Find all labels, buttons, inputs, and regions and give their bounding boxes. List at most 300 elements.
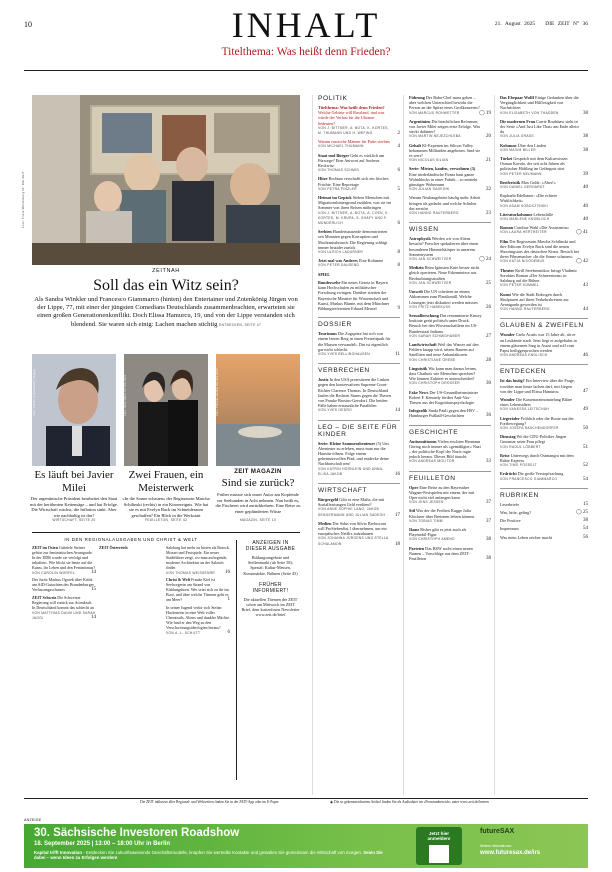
toc-column-wirtschaft — [409, 95, 491, 795]
toc-entry-title: Das Ebepaar Wolff — [500, 95, 535, 100]
toc-entry-text: Das BSW sucht einen neuen Namen – Vorschläge aus dem ZEIT-Feuilleton — [409, 545, 473, 562]
toc-entry-author: VON ELISABETH VON THADDEN — [500, 110, 559, 115]
toc-entry[interactable] — [409, 313, 491, 339]
toc-entry-author: VON HANNO RAUTERBERG — [409, 211, 459, 216]
toc-entry-text: Einige Gedanken über die Vergänglichkeit und Hilflosigkeit von Nachrichten — [500, 95, 579, 111]
toc-entry[interactable] — [500, 95, 588, 116]
lead-section: ZEITNAH — [152, 268, 180, 274]
toc-entry-author: VON JULIAN SADEGHI — [409, 187, 450, 192]
header-divider — [24, 70, 588, 71]
toc-entry-author: VON THOMAS SCHMID — [318, 168, 360, 173]
lead-teaser: Als Sandra Winkler und Francesco Giammarco (hinten) den Entertainer und Zotenkönig Jürgen von der Lippe, 77, mit einer der jüngsten Comedians Deutschlands zusammenbrachten, erwarteten sie einen großen Generationenkonflikt. Doch Elissa Hamurcu, 19, und von der Lippe verstanden sich blendend. Sie waren sich einig: Lachen machen süchtig ENTDECKEN, SEITE 47 — [34, 296, 298, 328]
toc-entry-author: VON MARCUS ROHWETTER — [409, 110, 460, 115]
toc-entry[interactable] — [409, 236, 491, 262]
toc-entry-author: VON SARAH SCHMIDHUBER — [409, 333, 461, 338]
regional-heading: IN DEN REGIONALAUSGABEN UND CHRIST & WELT — [64, 537, 198, 542]
toc-entry[interactable] — [409, 289, 491, 310]
toc-entry[interactable] — [500, 518, 588, 523]
regional-item[interactable]: Christ & Welt Frauke Kiel ist Seelsorgerin am Strand von Kühlungsborn. Wer setzt sich zu ihr ins Boot, und über welche Themen geht es am Meer? 1 — [166, 577, 230, 603]
toc-entry-author: VON KATJA NICODEMUS — [500, 259, 545, 264]
toc-entry-author: VON PETRA PINZLER — [318, 186, 357, 191]
toc-entry[interactable] — [500, 535, 588, 540]
page-ref: 50 — [583, 425, 588, 431]
toc-entry-author: VON KATRIN HÖRNLEIN UND ANNA-ELISA JAKOB — [318, 466, 384, 476]
page-ref: 4 — [397, 144, 400, 150]
footer-audio-note: ◉ Die so gekennzeichneten Artikel finden Sie als Audiodatei im »Premiumbereich« unter www.zeit.de/hoeren — [330, 800, 489, 804]
toc-entry[interactable] — [500, 397, 588, 413]
section-heading: WIRTSCHAFT — [318, 483, 400, 494]
page-ref: 21 — [486, 158, 491, 164]
toc-entry[interactable] — [409, 143, 491, 164]
toc-entry-title: Landwirtschaft — [409, 341, 437, 347]
toc-entry-title: Tourismus — [318, 331, 337, 337]
qr-code-icon — [429, 845, 449, 863]
toc-entry-text: Die beachtlichen Reformen von Javier Milei zeigen erste Erfolge. Was steckt dahinter? — [409, 118, 481, 135]
page-ref: 8 — [397, 263, 400, 269]
cover-topic: Titelthema: Was heißt denn Frieden? — [221, 46, 391, 58]
section-heading: FEUILLETON — [409, 471, 491, 482]
toc-entry[interactable] — [500, 434, 588, 450]
issue-number: DIE ZEIT N° 36 — [545, 21, 588, 27]
teaser-body: Der argentinische Präsident bearbeitet den Staat mit der berühmten Kettensäge – und hat Erfolge. Die Wirtschaft wächst, die Inflation sinkt. Aber wie nachhaltig ist das? — [30, 496, 118, 518]
issue-date: 21. August 2025 — [494, 21, 536, 27]
section-heading: VERBRECHEN — [318, 363, 400, 374]
toc-entry[interactable] — [500, 471, 588, 481]
toc-entry[interactable] — [500, 292, 588, 313]
toc-entry-text: Bisher gibt es jetzt auch als Playmobil-Figur — [409, 527, 467, 538]
page-ref: ◯ 25 — [576, 509, 588, 515]
toc-entry-title: Serbien — [318, 229, 332, 235]
toc-entry-text: Eine Kolumne — [358, 258, 384, 264]
toc-entry-title: Umwelt — [409, 289, 423, 295]
ad-date: 18. September 2025 | 13:00 – 18:00 Uhr in Berlin — [34, 841, 171, 847]
toc-entry-text: Was der die Freiheit Kugge Julia Klöckner über Bretonen lehren können — [409, 508, 475, 519]
toc-entry-text: Die Zugspitze hat sich von einem leeren Berg in einen Freizeitpark für die Massen verwandelt. Das ist eigentlich gar nicht schlecht — [318, 331, 391, 352]
toc-entry[interactable] — [500, 510, 588, 515]
toc-entry-author: VON TIMO POSSELT — [500, 463, 537, 468]
toc-entry-author: VON CHRISTIANE GREBE — [409, 357, 456, 362]
toc-entry-text: Das renommierte Kinsey Institute gerät politisch unter Druck. Besuch bei den Wissenschaftlern im US-Bundesstaat Indiana — [409, 312, 482, 334]
toc-entry-author: VON ULRICH LADURNER — [318, 250, 364, 255]
page-ref: 2 — [397, 131, 400, 137]
section-heading: LEO – DIE SEITE FÜR KINDER — [318, 420, 400, 438]
toc-entry-text: KI-Experten im Silicon Valley bekommen Milliarden angeboten. Sind sie es wert? — [409, 142, 481, 159]
page-ref: 38 — [486, 556, 491, 562]
page-title: INHALT — [231, 5, 381, 45]
toc-entry-title: Ist das lustig? — [500, 378, 525, 384]
toc-entry-text: Eine niederländische Firma baut ganze Wohnblocks in einer Fabrik – so entsteht günstiger Wohnraum — [409, 171, 478, 188]
lead-headline[interactable]: Soll das ein Witz sein? — [93, 277, 239, 294]
teaser-reference[interactable]: WIRTSCHAFT, SEITE 20 — [52, 518, 96, 522]
page-ref: 9 — [397, 305, 400, 311]
toc-entry-text: Eine Reise zu den Bayreuther Wagner-Festspielen mit einem, der mit Oper nicht viel anfangen kann — [409, 484, 475, 500]
toc-entry-text: Max Goldt: »Aber!« — [521, 179, 556, 185]
regional-item[interactable]: In seiner Jugend verlor sich Stefan Hackenrein in eine Welt voller Chemtrails, Aliens und dunkler Mächte. Wie fand er den Weg zu den Verschwörungsideologien heraus? VON A.-L. SCHILTT 6 — [166, 604, 230, 635]
toc-entry[interactable] — [409, 366, 491, 387]
toc-entry-text: Über den Linden — [517, 142, 546, 148]
teaser-photo-seals — [216, 354, 300, 466]
toc-entry-title: Gehalt — [409, 142, 422, 148]
ad-body: Kapital trifft Innovation - Entdecken Sie zukunftsweisende Geschäftsmodelle, knüpfen Sie wertvolle Kontakte und gestalten Sie gemeinsam die Wirtschaft von morgen. Seien Sie dabei – wenn Ideen zu Erfolgen werden! — [34, 850, 383, 861]
page-ref: 38 — [583, 518, 588, 524]
toc-entry[interactable] — [409, 439, 491, 465]
page-ref: 23 — [486, 211, 491, 217]
toc-entry-text: Gespräch mit dem Kulturwissen Osman Kavala, der seit acht Jahren als politischer Häftling im Gefängnis sitzt — [500, 156, 568, 172]
toc-entry-text: Hunderttausende demonstrierten seit Monaten gegen Korruption und Machtmissbrauch. Die Regierung schlägt immer brutaler zurück — [318, 229, 388, 250]
page-ref: 40 — [583, 217, 588, 223]
teaser-body: Früher musste sich unser Autor am Kopfende vor Seehunden in Acht nehmen. Nun heißt es, die Fischerei wird zurückkehren. Eine Reise zu einer geplünderten Wüste — [215, 492, 301, 514]
toc-entry-title: Heimat im Gepäck — [318, 195, 352, 201]
toc-entry-author: VON MARTIN NEJEZCHLEBA — [409, 134, 461, 139]
toc-entry-title: Parteien — [409, 545, 425, 551]
toc-entry-author: VON ADAM SOBOCZYNSKI — [500, 203, 549, 208]
teaser-divider — [32, 532, 300, 533]
page-ref: 16 — [395, 471, 400, 477]
regional-item[interactable]: ZEIT im Osten Gabriele Steiner gehört zur feministischen Avantgarde. In der DDR wurde sie verfolgt und inhaftiert. Wie blickt sie heute auf die Kunst, ihr Leben und den Feminismus? VON CAROLIN WÜRFEL 14 — [32, 545, 96, 575]
toc-entry-title: Bundeswehr — [318, 279, 341, 285]
toc-entry[interactable] — [500, 268, 588, 289]
toc-entry[interactable] — [409, 390, 491, 406]
toc-entry-author: VON DANIEL GERHARDT — [500, 185, 545, 190]
toc-entry-text: Geht es wirklich um Fürsorge? Eine Antwort auf Andreas Reckwitz — [318, 152, 385, 169]
toc-entry-author: VON MARLENE KNOBLOCH — [500, 217, 550, 222]
toc-entry-author: VON CHRISTOPH AMEND — [409, 537, 455, 542]
toc-entry-author: VON LAURA HERTREITER — [500, 230, 547, 235]
toc-entry-title: Führung — [409, 95, 425, 100]
page-ref: 40 — [583, 185, 588, 191]
page-ref: ◯ 42 — [576, 259, 588, 265]
toc-column-feuilleton — [500, 95, 588, 795]
toc-entry[interactable] — [409, 485, 491, 506]
toc-entry[interactable] — [318, 229, 400, 255]
toc-entry-text: Wo die CDU-Politiker Jürgen Grutsmar seine Frau pflegt — [500, 434, 567, 445]
toc-entry[interactable] — [409, 546, 491, 562]
page-ref: 30 — [486, 381, 491, 387]
toc-entry[interactable] — [318, 153, 400, 174]
toc-entry-author: VON JULIA GRASS — [500, 134, 534, 139]
toc-entry[interactable] — [500, 526, 588, 531]
toc-entry-title: Hitze — [318, 176, 328, 182]
page-ref: 28 — [486, 357, 491, 363]
toc-entry-title: Infografik — [409, 408, 428, 414]
ad-headline: 30. Sächsische Investoren Roadshow — [34, 827, 240, 839]
toc-entry-text: Caroline Wahl »Die Assistentin« — [514, 225, 569, 231]
toc-entry-text: Carrie Bradshaw steht in der Serie »And Just Like That« am Ende allein da — [500, 118, 579, 135]
toc-entry-title: Serie: Mieten, kaufen, verwohnen (3) — [409, 166, 476, 172]
toc-entry-title: Kolumne — [500, 142, 517, 148]
toc-entry-text: Weil das Wasser auf den Feldern knapp wird, setzen Bauern auf Satelliten und neue Anbaufaktoren — [409, 341, 479, 358]
toc-entry-title: Film — [500, 238, 509, 244]
page-ref: 38 — [583, 110, 588, 116]
regional-item[interactable]: Salzburg hat mehr zu bieten als Barock, Mozart und Festspiele. Ein neuer Stadtführer zeigt, wo man aufregende, moderne Architektur an der Salzach findet VON THOMAS WEISSENRR 16 — [166, 545, 230, 575]
page-ref: 54 — [583, 526, 588, 532]
regional-column — [166, 546, 230, 786]
page-ref: 14 — [395, 408, 400, 414]
toc-entry-title: Bürgergeld — [318, 496, 339, 502]
toc-entry-title: Die modernen Frau — [500, 118, 536, 124]
page-ref: 11 — [395, 351, 400, 357]
regional-column — [32, 546, 96, 786]
toc-entry[interactable] — [409, 166, 491, 192]
toc-entry-text: Bochum verschafft sich ein frisches Früchte. Eine Reportage — [318, 176, 389, 187]
toc-entry-title: Titelthema: Was heißt denn Frieden? — [318, 105, 385, 110]
toc-entry-title: Justiz — [318, 377, 329, 383]
toc-entry-title: Roman — [500, 225, 514, 231]
toc-entry[interactable] — [500, 416, 588, 432]
toc-entry[interactable] — [500, 453, 588, 469]
toc-entry-text: Die Regisseurin Mascha Schilinski und ihre Editorin Evelyn Rack sind die neuen Shootingstars des deutschen Kinos. Besuch bei ihren Filmemacher »In die Sonne schauen« — [500, 238, 579, 260]
headphone-icon: ◉ — [330, 800, 334, 804]
toc-entry-title: Bestleristik — [500, 179, 521, 185]
toc-entry-title: Wunder — [500, 396, 515, 402]
toc-entry-title: Literaturkolumne — [500, 211, 533, 217]
toc-entry-author: VON TOBIAS TIMM — [409, 518, 443, 523]
toc-entry-text: (5) Uns Abenteuer zu erleben, muss man nur die Haustür öffnen. Folge einem geheimnisvollen Pfad, und entdecke deine Nachbarschaft neu! — [318, 440, 389, 467]
page-ref: ◯ 41 — [576, 230, 588, 236]
page-ref: 6 — [397, 168, 400, 174]
toc-entry-text: Ein neues Gesetz in Bayern kann Hochschulen zu militärischer Forschung zwingen. Darüber streiten der Bayerische Minister für Wissenschaft und Kunst, Markus Blume, mit dem Münchner Bildungsreferenten Eduard Meusel — [318, 279, 390, 311]
toc-entry-author: VON HANNO RAUTERBERG — [500, 307, 550, 312]
zeit-magazin-logo: ZEIT MAGAZIN — [234, 469, 282, 475]
page-ref: 40 — [583, 203, 588, 209]
toc-entry-text: Lebensfülle — [533, 211, 554, 217]
page-ref: 33 — [486, 459, 491, 465]
toc-entry-title: Astrophysik — [409, 236, 431, 242]
toc-entry-title: Türkei — [500, 156, 513, 162]
toc-entry[interactable] — [318, 195, 400, 226]
toc-entry[interactable] — [500, 212, 588, 222]
toc-entry[interactable] — [318, 441, 400, 477]
page-ref: 8 — [397, 250, 400, 256]
toc-entry-title: Liegeräder — [500, 415, 520, 421]
ad-banner[interactable] — [24, 824, 588, 868]
page-ref: 38 — [486, 537, 491, 543]
regional-column — [99, 546, 163, 786]
ads-box-heading: ANZEIGEN IN DIESER AUSGABE — [245, 540, 296, 552]
teaser-headline[interactable]: Sind sie zurück? — [221, 477, 295, 489]
toc-entry-author: VON YVES OEDRO — [318, 408, 353, 413]
toc-entry[interactable] — [318, 497, 400, 518]
lead-reference[interactable]: ENTDECKEN, SEITE 47 — [219, 322, 262, 327]
toc-entry-text: Vielen erschien Hermann Göring noch immer als »gemäßigter« Nazi – der politische Kopf der Nazis ragte jedoch heraus. Dieses Bild täuscht — [409, 438, 481, 460]
teaser-reference[interactable]: MAGAZIN, SEITE 10 — [239, 518, 277, 522]
toc-entry[interactable] — [409, 527, 491, 543]
toc-entry-text: Warum Neubaugebiete häufig mehr Arbeit bringen als gedacht und welche Schulen das zerstört — [409, 195, 481, 211]
teaser-photo-women — [124, 354, 208, 466]
toc-entry[interactable] — [318, 280, 400, 311]
toc-entry-title: Staat und Bürger — [318, 152, 350, 158]
toc-entry[interactable] — [409, 95, 491, 116]
toc-column-politik — [318, 95, 400, 795]
issue-info — [495, 21, 588, 27]
toc-entry[interactable] — [409, 265, 491, 286]
toc-entry-title: Serie: Kleine Sommerabenteuer — [318, 440, 376, 446]
teaser-headline[interactable]: Zwei Frauen, ein Meisterwerk — [128, 469, 204, 494]
toc-entry[interactable] — [500, 193, 588, 209]
toc-entry[interactable] — [500, 156, 588, 177]
toc-entry-title: Medien — [318, 520, 332, 526]
toc-entry-text: Fröhlich oder die Boote aus der Fortbewegung? — [500, 415, 574, 426]
toc-entry-title: Medizin — [409, 265, 424, 271]
toc-entry-text: Was mein Leben reicher macht — [500, 534, 552, 540]
toc-entry[interactable] — [500, 502, 588, 507]
page-ref: 46 — [583, 353, 588, 359]
teaser-body: »In die Sonne schauen« der Regisseurin Mascha Schilinski (rechts) in ein Kinoereignis. Wie hat sie es mit Evelyn Rack im Schneideraum geschaffen? Ein Blick in die Werkstatt — [122, 496, 210, 518]
toc-entry[interactable] — [500, 225, 588, 235]
page-ref: 43 — [583, 283, 588, 289]
toc-entry-author: VON JAN SCHWEITZER — [409, 280, 452, 285]
newsletter-body: Die aktuellen Themen der ZEIT schon am Mittwoch im ZEIT Brief, dem kostenlosen Newsletter — [241, 596, 300, 613]
toc-entry[interactable] — [500, 143, 588, 153]
toc-entry-title: Linguistik — [409, 365, 428, 371]
toc-entry-title: SPIEL — [318, 271, 331, 277]
regional-item[interactable]: Der Jurist Markus Ogorek über Kritik am AfD-Gutachten des Brandenburger Verfassungsschutzes 15 — [32, 577, 96, 593]
toc-entry-author: VON FRANCESCO GIAMMARCO — [500, 476, 558, 481]
toc-entry-title: Wunder — [500, 332, 515, 338]
section-heading: RUBRIKEN — [500, 488, 588, 499]
newsletter-link[interactable]: www.zeit.de/brief — [255, 612, 286, 618]
page-ref: 54 — [583, 476, 588, 482]
toc-entry-author: VON JAN SCHWEITZER — [409, 257, 452, 262]
footer-note: Die ZEIT inklusive aller Regional- und Weltweiten finden Sie in der ZEIT-App oder im E-Paper. — [140, 800, 280, 804]
page-ref: ◯ 24 — [479, 257, 491, 263]
toc-entry-title: Ikone — [409, 527, 420, 532]
toc-entry-title: Dienstag — [500, 434, 516, 440]
teaser-photo-credit: Foto: Tomas Cuesta/Getty Images — [33, 368, 36, 416]
toc-entry[interactable] — [409, 408, 491, 418]
toc-entry-author: VON JOSEFA RASCHENDORFER — [500, 425, 559, 430]
toc-entry[interactable] — [500, 332, 588, 358]
toc-entry-author: VON NICOLAS KILIAN — [409, 158, 449, 163]
toc-entry-title: Stil — [409, 508, 416, 514]
ad-cta-label: Jetzt hier anmelden! — [427, 831, 451, 842]
toc-entry-text: Sieben Menschen mit Migrationshintergrund erzählen, was sie im Sommer von ihren Reisen mitbringen — [318, 195, 391, 211]
page-ref: 44 — [583, 307, 588, 313]
toc-entry-author: VON JENS JESSEN — [409, 500, 444, 505]
toc-entry-text: Was, bitte, geling? — [500, 509, 532, 515]
toc-entry-title: Sexualforschung — [409, 312, 439, 318]
toc-entry[interactable] — [318, 331, 400, 357]
toc-entry[interactable] — [409, 342, 491, 363]
toc-entry-author: VON MAXIM BILLER — [500, 147, 536, 152]
page-ref: 20 — [486, 134, 491, 140]
toc-entry-text: Die UN scheitern an einem Abkommen zum Plastikmüll. Welche Lösungen jetzt diskutiert werden müssen — [409, 289, 478, 305]
toc-entry-text: Warum russische Männer für Putin sterben — [318, 139, 390, 145]
toc-entry[interactable] — [318, 105, 400, 136]
page-ref: 37 — [486, 500, 491, 506]
toc-entry-text: Sankt Pauli gegen den HSV – Hamburger Fußball-Geschichten — [409, 408, 479, 419]
page-ref: 6 — [397, 221, 400, 227]
page-ref: 52 — [583, 463, 588, 469]
toc-entry[interactable] — [500, 239, 588, 265]
page-ref: 26 — [486, 304, 491, 310]
toc-entry[interactable] — [409, 508, 491, 524]
toc-entry[interactable] — [318, 139, 400, 149]
toc-entry-text: Werden wir von Aliens besucht? Forscher spekulieren über einen besonderen Himmelskörper in unserem Sonnensystem — [409, 236, 479, 257]
teaser-photo-credit: Foto: Nina Maier für DIE ZEIT — [124, 374, 127, 416]
column-divider — [494, 95, 495, 795]
toc-entry[interactable] — [318, 176, 400, 192]
ad-info-label: Weitere Informationen: — [480, 844, 513, 848]
page-ref: 38 — [583, 147, 588, 153]
section-heading: GESCHICHTE — [409, 425, 491, 436]
ad-url[interactable]: www.futuresax.de/irs — [480, 850, 541, 856]
toc-entry-author: VON J. BITTNER, A. BOTA, K. KORTES, M. THUMANN UND H. WEFING — [318, 125, 389, 136]
page-ref: 49 — [583, 407, 588, 413]
ad-cta-badge[interactable] — [416, 827, 462, 865]
regional-item[interactable]: ZEIT Schweiz Die Schweizer Regierung will zurück zur Atomkraft. In Deutschland kommt das schlecht an VON MATTHIAS DAUM UND SARAH JAGGI 14 — [32, 595, 96, 620]
toc-entry-title: Fake News — [409, 389, 429, 395]
page-ref: 5 — [397, 186, 400, 192]
column-divider — [312, 95, 313, 795]
toc-entry-text: Die Kassenarztmonatelang Biläre eines Lebensalters — [500, 396, 573, 408]
toc-entry[interactable] — [500, 180, 588, 190]
toc-entry-title: Oper — [409, 484, 419, 490]
page-ref: 25 — [486, 280, 491, 286]
toc-entry[interactable] — [409, 119, 491, 140]
page-ref: 18 — [395, 541, 400, 547]
toc-entry-text: Unterwegs durch Ostmangra mit dem Rabiz Express — [500, 452, 574, 463]
ad-label: ANZEIGE — [24, 818, 42, 822]
toc-entry-title: Jetzt mal was Anderes — [318, 258, 358, 264]
column-divider — [403, 95, 404, 795]
toc-entry-text: Impressum — [500, 526, 519, 532]
toc-entry-author: VON JOHANNA JÜRGENS UND STELLA SCHALAMON — [318, 536, 389, 546]
toc-entry-author: VON PETER DAUSEND — [318, 263, 360, 268]
toc-entry-text: Wir kann man daraus lernen, dass Chatbots wie Menschen sprechen? Wie können Zuhörer es unterscheiden? — [409, 365, 477, 382]
toc-entry-text: Ein Interview über die Frage, worüber man heute lachen darf, mit Jürgen von der Lippe und Elissa Hamurcu — [500, 378, 575, 394]
toc-entry[interactable] — [318, 258, 400, 268]
toc-entry[interactable] — [318, 272, 400, 277]
toc-entry-text: Der Sohn von Silvio Berlusconi will ProSiebenSat.1 übernehmen, um ein europäisches Netflix aufzubauen — [318, 520, 387, 537]
page-ref: 36 — [486, 413, 491, 419]
teaser-headline[interactable]: Es läuft bei Javier Milei — [34, 469, 114, 494]
toc-entry-text: In den USA protestieren die Linken gegen den konservativen Supreme Court-Richter Clarence Thomas. In Deutschland laufen die Rechten Sturm gegen die Thesen von Frauke Brosius-Gersdorf. Die beiden Fälle haben erstaunliche Parallelen — [318, 377, 391, 409]
toc-entry-author: VON YVES BELLINGHAUSEN — [318, 351, 370, 356]
toc-entry[interactable] — [500, 119, 588, 140]
lead-photo — [32, 95, 300, 265]
toc-entry[interactable] — [500, 378, 588, 394]
toc-entry-text: Die große Verstopfsachung — [517, 471, 564, 477]
toc-entry-title: Theater — [500, 267, 515, 273]
toc-entry[interactable] — [318, 377, 400, 413]
toc-entry-text: Der Babo-Chef muss gehen – aber welchen Unterschied bewirkt die Person an der Spitze eines Großkonzerns? — [409, 95, 480, 111]
page-number: 10 — [24, 20, 32, 29]
toc-entry[interactable] — [409, 195, 491, 216]
ads-box-body: Bildungsangebote und Stellenmarkt (ab Seite 58); Spezial: Kultur-Messen, Kunstmärkte, Bühnen (Seite 45) — [243, 555, 298, 576]
page-ref: 51 — [583, 444, 588, 450]
page-ref: 39 — [583, 171, 588, 177]
toc-entry-author: VON J. BITTNER, A. BOTA, A. COEN, K. KORTES, M. KRUPA, S. SHAFY UND F. MUNDERLICH — [318, 210, 390, 226]
page-ref: 47 — [583, 388, 588, 394]
page-ref: 38 — [583, 134, 588, 140]
toc-entry-author: VON VANESSA LEITSCHUH — [500, 407, 550, 412]
section-heading: ENTDECKEN — [500, 364, 588, 375]
regional-item[interactable]: ZEIT Österreich — [99, 545, 128, 550]
lead-photo-credit: Foto: Frank Mühlenberg für DIE ZEIT — [21, 171, 25, 228]
toc-entry-author: VON PETER KÜMMEL — [500, 283, 539, 288]
toc-entry[interactable] — [318, 521, 400, 547]
toc-entry-text: Leserbriefe — [500, 501, 520, 507]
toc-entry-title: Antisemitismus — [409, 438, 437, 444]
page-ref: 17 — [395, 512, 400, 518]
section-heading: WISSEN — [409, 222, 491, 233]
teaser-reference[interactable]: FEUILLETON, SEITE 42 — [144, 518, 188, 522]
toc-entry-author: VON RAOUL LÖBBERT — [500, 444, 541, 449]
toc-entry-text: Der US-Gesundheitsminister Robert F. Kennedy fördert Anti-Vax-Thesen aus der Kognitionspsychologie — [409, 389, 478, 405]
toc-entry-text: Carlo Acutis war 15 Jahre alt, als er an Leukämie starb. Jetzt liegt er aufgebahrt in einem gläsernen Sarg in Assisi und soll vom Papst heiliggesprochen werden — [500, 332, 577, 353]
toc-entry-author: VON ANDREAS ENGLISCH — [500, 353, 548, 358]
